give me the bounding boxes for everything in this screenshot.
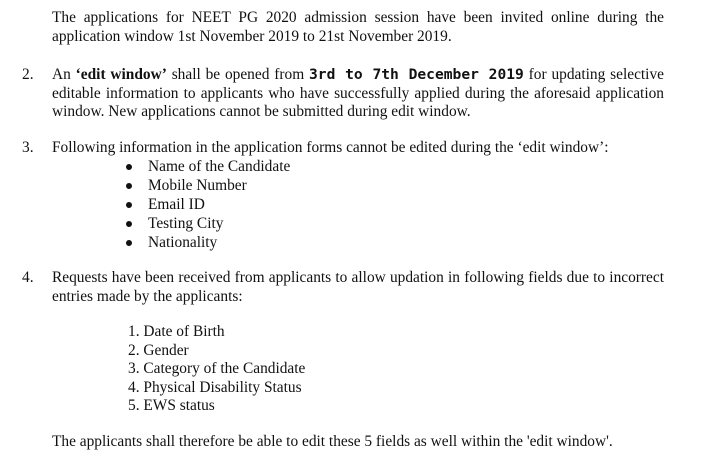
list-item: Nationality [124, 233, 290, 252]
closing-paragraph: The applicants shall therefore be able to edit these 5 fields as well within the 'edit window'. [52, 433, 613, 450]
list-item: Name of the Candidate [124, 157, 290, 176]
list-item: Testing City [124, 214, 290, 233]
item-2-edit-window-term: ‘edit window’ [75, 66, 167, 83]
list-item: 3. Category of the Candidate [128, 360, 306, 377]
list-item: 1. Date of Birth [128, 323, 225, 340]
item-3-number: 3. [22, 139, 34, 156]
item-2-number: 2. [22, 66, 34, 83]
list-item: Mobile Number [124, 176, 290, 195]
item-2-text-a: An [52, 66, 76, 83]
editable-fields-list [128, 323, 305, 416]
bullet-icon [126, 183, 132, 189]
item-4-number: 4. [22, 269, 34, 286]
item-4-paragraph: Requests have been received from applicants to allow updation in following fields due to incorrect entries made by the applicants: [52, 269, 664, 305]
list-item: 2. Gender [128, 341, 189, 359]
bullet-icon [126, 221, 132, 227]
bullet-icon [126, 164, 132, 170]
item-2-text-b: shall be opened from [166, 66, 309, 83]
bullet-icon [126, 240, 132, 246]
list-item: Email ID [124, 195, 290, 214]
list-item: 4. Physical Disability Status [128, 378, 302, 396]
item-3-paragraph: Following information in the application forms cannot be edited during the ‘edit window’: [52, 139, 609, 156]
item-2-paragraph [52, 66, 664, 122]
bullet-icon [126, 202, 132, 208]
item-2-text-c: for updating selective editable information to applicants who have successfully applied during the aforesaid application window. New applications cannot be submitted during edit window. [52, 66, 664, 120]
non-editable-fields-list [124, 157, 290, 252]
item-2-dates: 3rd to 7th December 2019 [309, 66, 524, 83]
list-item: 5. EWS status [128, 397, 215, 414]
intro-paragraph: The applications for NEET PG 2020 admission session have been invited online during the application window 1st November 2019 to 21st November 2019. [52, 9, 664, 45]
